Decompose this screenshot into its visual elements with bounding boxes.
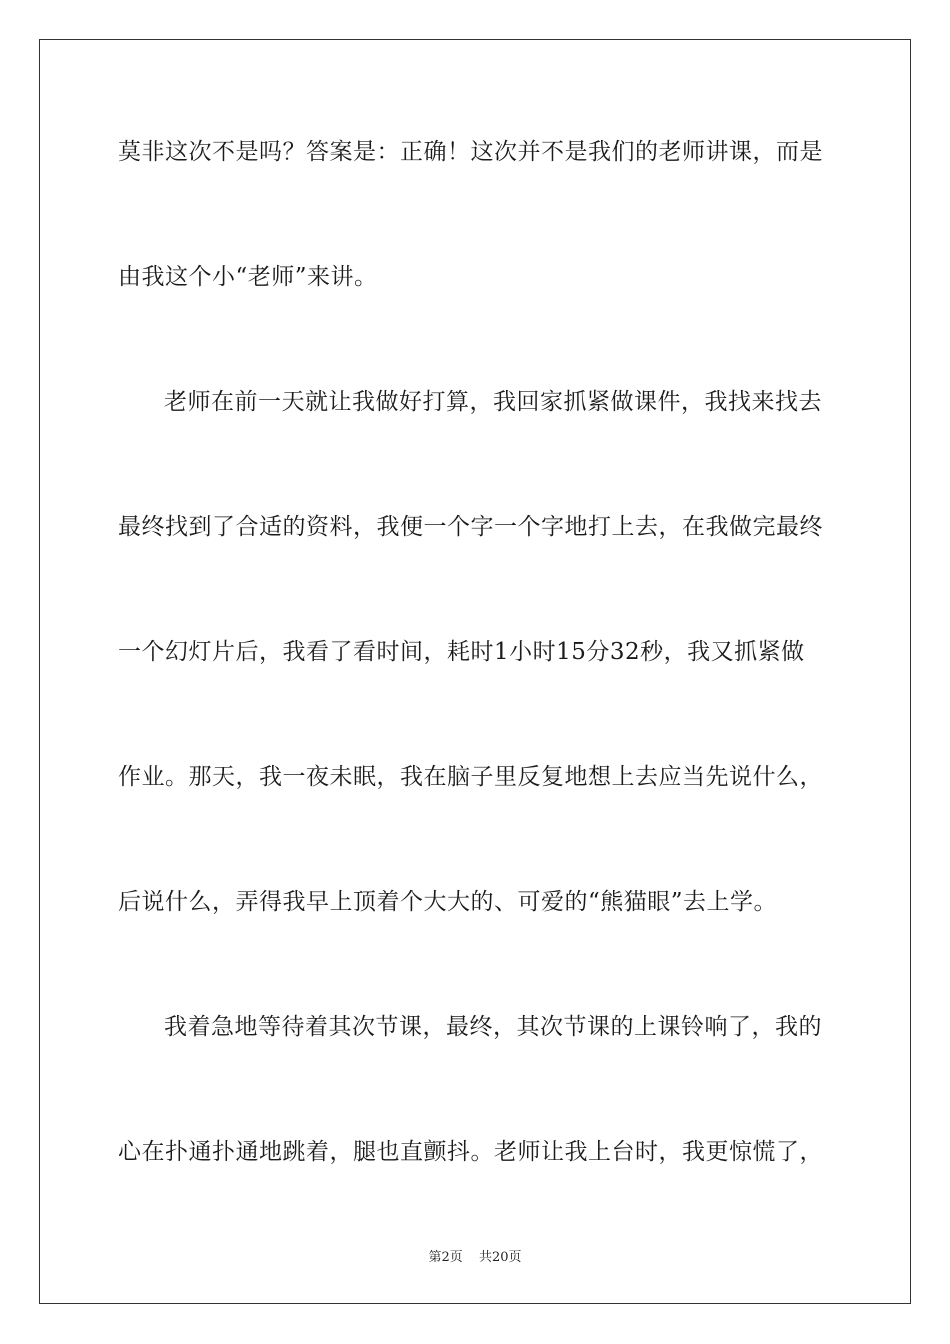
paragraph-start-line-8: 我着急地等待着其次节课，最终，其次节课的上课铃响了，我的 xyxy=(164,1014,822,1040)
text-line-6: 作业。那天，我一夜未眠，我在脑子里反复地想上去应当先说什么， xyxy=(118,764,823,790)
page-number: 第2页 xyxy=(428,1250,463,1265)
page-border xyxy=(39,39,911,1304)
page-footer xyxy=(0,1246,950,1265)
text-line-4: 最终找到了合适的资料，我便一个字一个字地打上去，在我做完最终 xyxy=(118,514,823,540)
text-line-2: 由我这个小“老师”来讲。 xyxy=(118,264,378,290)
text-line-7: 后说什么，弄得我早上顶着个大大的、可爱的“熊猫眼”去上学。 xyxy=(118,889,778,915)
paragraph-start-line-3: 老师在前一天就让我做好打算，我回家抓紧做课件，我找来找去 xyxy=(164,389,822,415)
text-line-1: 莫非这次不是吗？答案是：正确！这次并不是我们的老师讲课，而是 xyxy=(118,139,823,165)
text-line-9: 心在扑通扑通地跳着，腿也直颤抖。老师让我上台时，我更惊慌了， xyxy=(118,1139,823,1165)
text-line-5: 一个幻灯片后，我看了看时间，耗时1小时15分32秒，我又抓紧做 xyxy=(118,639,805,665)
total-pages: 共20页 xyxy=(478,1250,522,1265)
